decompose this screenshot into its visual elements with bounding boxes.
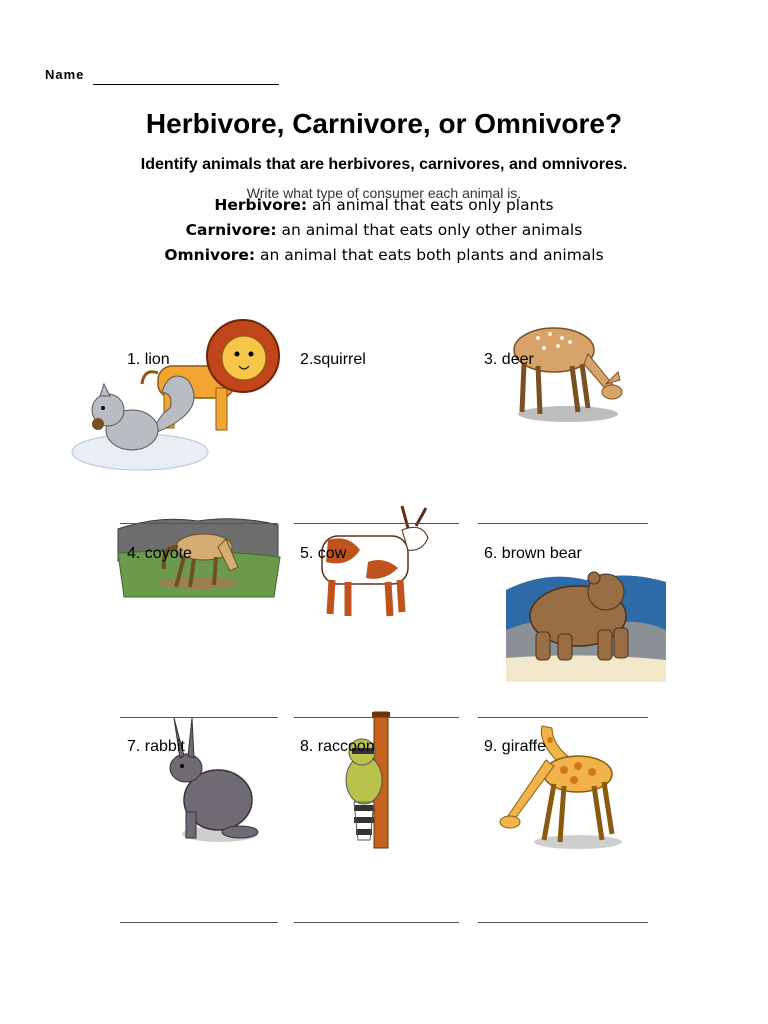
definition-text: an animal that eats only plants bbox=[307, 196, 554, 214]
animal-label-giraffe: 9. giraffe bbox=[484, 738, 546, 755]
definition-herbivore bbox=[0, 196, 768, 214]
bear-icon bbox=[506, 570, 666, 682]
answer-line-giraffe[interactable] bbox=[478, 922, 648, 923]
definition-carnivore bbox=[0, 221, 768, 239]
instruction-text: Write what type of consumer each animal is. bbox=[246, 185, 522, 201]
animal-label-rabbit: 7. rabbit bbox=[127, 738, 185, 755]
definition-term: Omnivore: bbox=[164, 246, 256, 264]
animal-label-coyote: 4. coyote bbox=[127, 545, 192, 562]
animal-label-brown-bear: 6. brown bear bbox=[484, 545, 582, 562]
answer-line-rabbit[interactable] bbox=[120, 922, 278, 923]
animal-label-raccoon: 8. raccoon bbox=[300, 738, 375, 755]
animal-label-cow: 5. cow bbox=[300, 545, 347, 562]
animal-label-squirrel: 2.squirrel bbox=[300, 351, 366, 368]
answer-line-squirrel[interactable] bbox=[294, 523, 459, 524]
definition-text: an animal that eats both plants and animals bbox=[255, 246, 604, 264]
answer-line-brown-bear[interactable] bbox=[478, 717, 648, 718]
rabbit-icon bbox=[160, 716, 260, 846]
deer-icon bbox=[508, 316, 630, 426]
definition-text: an animal that eats only other animals bbox=[276, 221, 583, 239]
answer-line-coyote[interactable] bbox=[120, 717, 278, 718]
animal-label-deer: 3. deer bbox=[484, 351, 534, 368]
answer-line-lion[interactable] bbox=[120, 523, 278, 524]
definition-term: Carnivore: bbox=[185, 221, 277, 239]
page-title: Herbivore, Carnivore, or Omnivore? bbox=[145, 108, 623, 139]
animal-label-lion: 1. lion bbox=[127, 351, 170, 368]
definition-omnivore bbox=[0, 246, 768, 264]
definition-term: Herbivore: bbox=[214, 196, 308, 214]
name-label: Name bbox=[45, 67, 85, 82]
answer-line-deer[interactable] bbox=[478, 523, 648, 524]
raccoon-icon bbox=[344, 712, 404, 850]
answer-line-cow[interactable] bbox=[294, 717, 459, 718]
answer-line-raccoon[interactable] bbox=[294, 922, 459, 923]
page-subtitle: Identify animals that are herbivores, carnivores, and omnivores. bbox=[140, 156, 628, 173]
name-field[interactable] bbox=[93, 84, 279, 85]
squirrel-icon bbox=[70, 372, 210, 476]
